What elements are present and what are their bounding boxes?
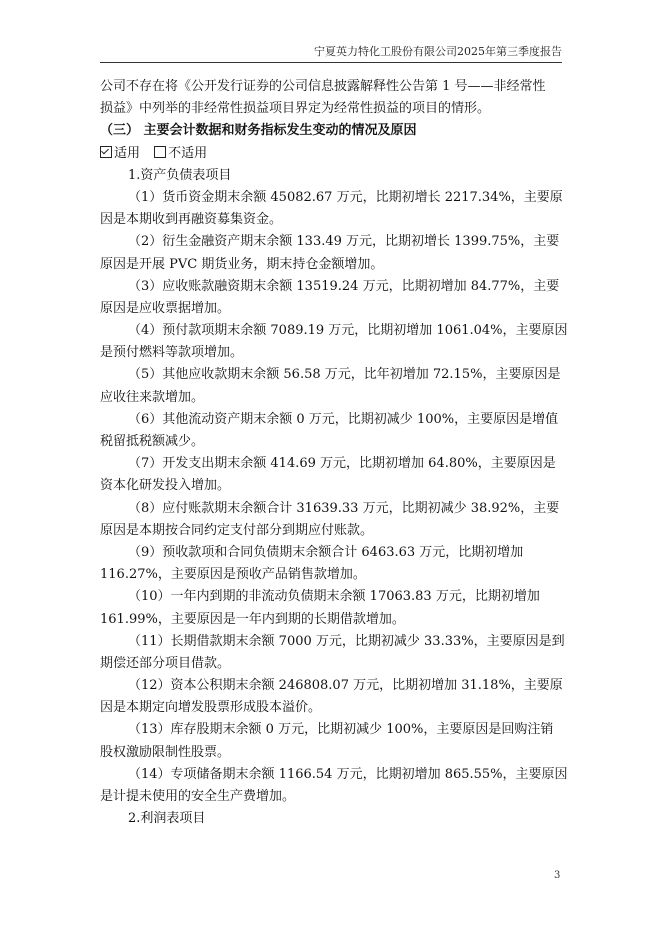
list-item-line-2: 税留抵税额减少。: [100, 434, 205, 449]
list-item-line-2: 是计提未使用的安全生产费增加。: [100, 789, 296, 804]
header-title: 宁夏英力特化工股份有限公司2025年第三季度报告: [314, 45, 562, 58]
subsection-income-statement: 2.利润表项目: [128, 811, 206, 827]
list-item-line-2: 资本化研发投入增加。: [100, 478, 231, 494]
list-item-line-1: （13）库存股期末余额 0 万元，比期初减少 100%，主要原因是回购注销: [128, 722, 554, 738]
page-number: 3: [554, 870, 561, 881]
applicable-option[interactable]: [100, 146, 140, 161]
list-item-line-2: 应收往来款增加。: [100, 389, 205, 405]
applicability-options: [100, 143, 562, 165]
items-list: [100, 187, 568, 808]
list-item-line-1: （7）开发支出期末余额 414.69 万元，比期初增加 64.80%，主要原因是: [128, 456, 556, 472]
list-item-line-1: （9）预收款项和合同负债期末余额合计 6463.63 万元，比期初增加: [128, 544, 524, 560]
list-item-line-1: （6）其他流动资产期末余额 0 万元，比期初减少 100%，主要原因是增值: [128, 411, 559, 427]
not-applicable-option[interactable]: [154, 146, 207, 161]
subsection-balance-sheet: 1.资产负债表项目: [128, 167, 232, 183]
list-item-line-1: （3）应收账款融资期末余额 13519.24 万元，比期初增加 84.77%，主要: [128, 278, 560, 294]
intro-line-1: 公司不存在将《公开发行证券的公司信息披露解释性公告第 1 号——非经常性: [100, 79, 546, 94]
intro-line-2: 损益》中列举的非经常性损益项目界定为经常性损益的项目的情形。: [100, 101, 491, 117]
list-item-line-2: 因是本期定向增发股票形成股本溢价。: [100, 700, 322, 716]
list-item-line-2: 116.27%，主要原因是预收产品销售款增加。: [100, 567, 366, 583]
page-header: [100, 40, 562, 63]
applicable-label: 适用: [114, 145, 141, 161]
list-item-line-2: 股权激励限制性股票。: [100, 744, 231, 760]
list-item-line-1: （14）专项储备期末余额 1166.54 万元，比期初增加 865.55%，主要原因: [128, 766, 568, 782]
document-body: [100, 76, 568, 830]
list-item-line-2: 161.99%，主要原因是一年内到期的长期借款增加。: [100, 611, 405, 627]
unchecked-box-icon[interactable]: [154, 146, 166, 158]
list-item-line-1: （2）衍生金融资产期末余额 133.49 万元，比期初增长 1399.75%，主要: [128, 234, 560, 250]
list-item-line-2: 原因是开展 PVC 期货业务，期末持仓金额增加。: [100, 256, 384, 272]
list-item-line-1: （4）预付款项期末余额 7089.19 万元，比期初增加 1061.04%，主要原因: [128, 323, 568, 339]
not-applicable-label: 不适用: [168, 145, 208, 161]
list-item-line-1: （11）长期借款期末余额 7000 万元，比期初减少 33.33%，主要原因是到: [128, 633, 565, 649]
list-item-line-2: 原因是应收票据增加。: [100, 300, 231, 316]
list-item-line-2: 原因是本期按合同约定支付部分到期应付账款。: [100, 522, 374, 538]
list-item-line-2: 期偿还部分项目借款。: [100, 655, 231, 671]
list-item-line-1: （5）其他应收款期末余额 56.58 万元，比年初增加 72.15%，主要原因是: [128, 367, 561, 383]
list-item-line-2: 是预付燃料等款项增加。: [100, 345, 244, 361]
list-item-line-1: （10）一年内到期的非流动负债期末余额 17063.83 万元，比期初增加: [128, 589, 540, 605]
section-heading: （三） 主要会计数据和财务指标发生变动的情况及原因: [100, 123, 417, 139]
checked-box-icon[interactable]: [100, 146, 112, 158]
list-item-line-1: （12）资本公积期末余额 246808.07 万元，比期初增加 31.18%，主要原: [128, 678, 563, 694]
list-item-line-1: （1）货币资金期末余额 45082.67 万元，比期初增长 2217.34%，主要原: [128, 189, 563, 205]
list-item-line-1: （8）应付账款期末余额合计 31639.33 万元，比期初减少 38.92%，主要: [128, 500, 560, 516]
list-item-line-2: 因是本期收到再融资募集资金。: [100, 212, 283, 228]
